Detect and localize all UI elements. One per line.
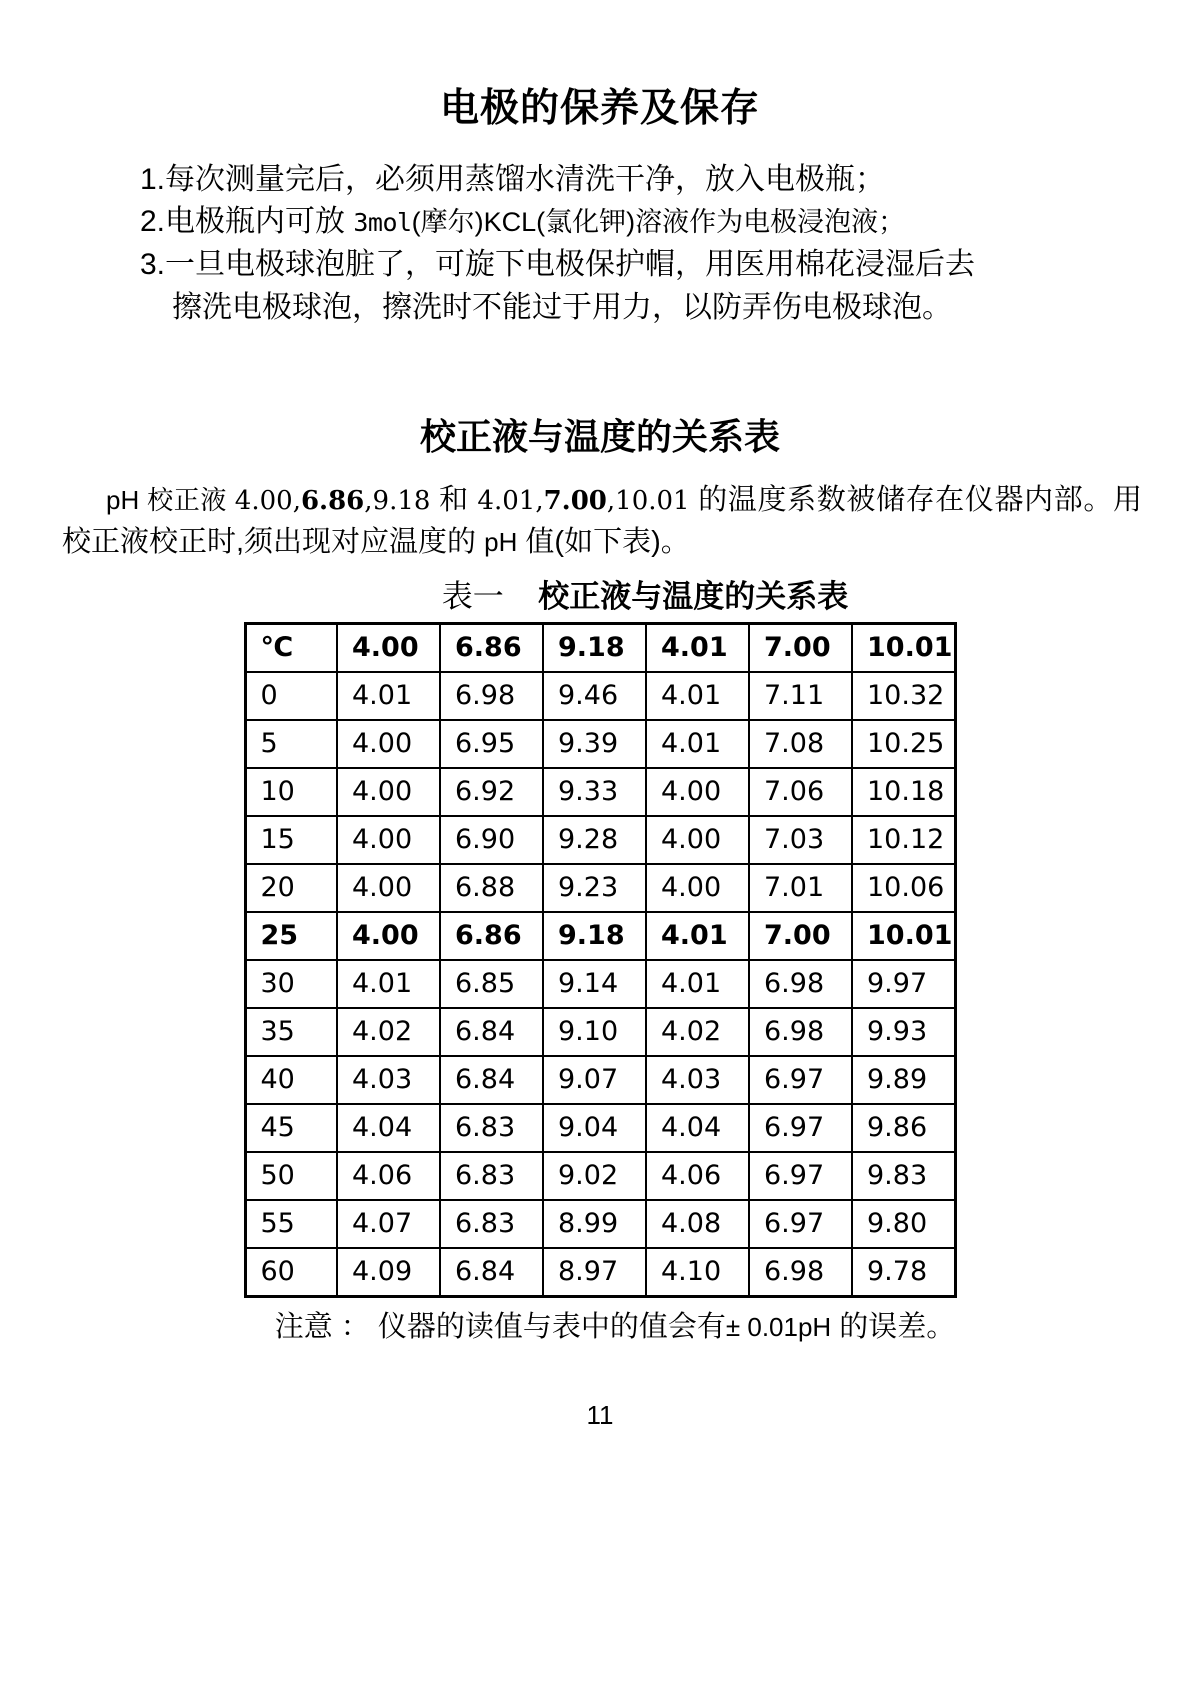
cell-ph-value: 4.00 [337,816,440,864]
table-caption [0,563,1200,616]
section1-heading: 电极的保养及保存 [439,87,760,130]
table-row [245,960,955,1008]
cell-ph-value: 9.02 [543,1152,646,1200]
table-row [245,864,955,912]
cell-ph-value: 8.99 [543,1200,646,1248]
cell-ph-value: 7.01 [749,864,852,912]
buffer-set2-third: ,10.01 [606,486,690,517]
table-caption-title: 校正液与温度的关系表 [538,578,849,614]
cell-temperature: 0 [245,672,337,720]
cell-ph-value: 6.84 [440,1248,543,1297]
cell-ph-value: 6.95 [440,720,543,768]
list-item [140,201,1070,244]
cell-temperature: 15 [245,816,337,864]
cell-ph-value: 7.06 [749,768,852,816]
table-row [245,1152,955,1200]
cell-temperature: 55 [245,1200,337,1248]
list-item-text-after: (摩尔)KCL(氯化钾)溶液作为电极浸泡液； [411,207,906,238]
cell-ph-value: 9.23 [543,864,646,912]
cell-ph-value: 9.80 [852,1200,955,1248]
paragraph-lead: pH 校正液 [106,485,235,516]
cell-ph-value: 7.03 [749,816,852,864]
cell-temperature: 40 [245,1056,337,1104]
cell-ph-value: 6.97 [749,1200,852,1248]
cell-temperature: 50 [245,1152,337,1200]
cell-ph-value: 4.10 [646,1248,749,1297]
cell-ph-value: 7.08 [749,720,852,768]
note-lead: 注意 ： 仪器的读值与表中的值会有 [274,1310,726,1343]
cell-ph-value: 6.97 [749,1152,852,1200]
cell-ph-value: 4.00 [337,720,440,768]
column-header-buffer: 10.01 [852,623,955,672]
list-item-number: 2. [140,205,166,239]
cell-ph-value: 9.86 [852,1104,955,1152]
cell-ph-value: 9.89 [852,1056,955,1104]
cell-ph-value: 6.83 [440,1104,543,1152]
cell-ph-value: 6.98 [440,672,543,720]
cell-ph-value: 4.07 [337,1200,440,1248]
cell-ph-value: 4.04 [337,1104,440,1152]
column-header-buffer: 4.01 [646,623,749,672]
page-number: 11 [586,1400,614,1430]
note-tolerance-value: ± 0.01pH [725,1311,832,1342]
table-row [245,912,955,960]
table-row [245,1200,955,1248]
table-caption-number: 表一 [441,578,504,614]
buffer-set2-first: 4.01, [477,486,544,517]
cell-ph-value: 8.97 [543,1248,646,1297]
cell-ph-value: 6.98 [749,1248,852,1297]
table-header-row [245,623,955,672]
list-item-text: 一旦电极球泡脏了，可旋下电极保护帽，用医用棉花浸湿后去 [165,247,976,281]
cell-ph-value: 6.97 [749,1104,852,1152]
list-item-number: 3. [140,247,166,281]
cell-temperature: 60 [245,1248,337,1297]
buffer-set1-third: ,9.18 [364,486,431,517]
cell-ph-value: 4.01 [646,720,749,768]
cell-ph-value: 9.14 [543,960,646,1008]
cell-ph-value: 4.01 [646,960,749,1008]
cell-temperature: 10 [245,768,337,816]
cell-ph-value: 10.32 [852,672,955,720]
cell-ph-value: 4.09 [337,1248,440,1297]
column-header-temperature: ℃ [245,623,337,672]
table-note [0,1298,1200,1345]
cell-ph-value: 4.01 [337,672,440,720]
cell-ph-value: 6.86 [440,912,543,960]
cell-ph-value: 7.11 [749,672,852,720]
cell-ph-value: 9.04 [543,1104,646,1152]
cell-ph-value: 6.83 [440,1152,543,1200]
cell-ph-value: 9.33 [543,768,646,816]
note-tail: 的误差。 [831,1310,956,1343]
cell-ph-value: 6.98 [749,1008,852,1056]
cell-ph-value: 10.18 [852,768,955,816]
table-row [245,1056,955,1104]
cell-ph-value: 6.92 [440,768,543,816]
cell-ph-value: 10.06 [852,864,955,912]
cell-ph-value: 4.01 [646,912,749,960]
buffer-set2-second: 7.00 [543,486,607,517]
cell-ph-value: 9.78 [852,1248,955,1297]
cell-ph-value: 9.18 [543,912,646,960]
cell-ph-value: 4.02 [337,1008,440,1056]
cell-ph-value: 4.00 [337,912,440,960]
cell-ph-value: 10.01 [852,912,955,960]
cell-ph-value: 4.06 [646,1152,749,1200]
table-row [245,1104,955,1152]
cell-ph-value: 10.12 [852,816,955,864]
list-item-text: 每次测量完后，必须用蒸馏水清洗干净，放入电极瓶； [165,162,886,196]
cell-ph-value: 9.07 [543,1056,646,1104]
cell-ph-value: 4.08 [646,1200,749,1248]
list-item-number: 1. [140,162,166,196]
cell-ph-value: 9.46 [543,672,646,720]
cell-ph-value: 4.00 [337,768,440,816]
cell-ph-value: 4.00 [646,816,749,864]
paragraph-conjunction: 和 [430,484,478,517]
list-item [140,159,1070,202]
buffer-set1-second: 6.86 [300,486,365,517]
cell-ph-value: 4.00 [646,864,749,912]
cell-ph-value: 6.88 [440,864,543,912]
cell-ph-value: 9.83 [852,1152,955,1200]
cell-ph-value: 6.98 [749,960,852,1008]
cell-temperature: 25 [245,912,337,960]
cell-ph-value: 10.25 [852,720,955,768]
cell-ph-value: 4.00 [337,864,440,912]
table-row [245,768,955,816]
cell-ph-value: 6.97 [749,1056,852,1104]
table-row [245,1248,955,1297]
cell-temperature: 45 [245,1104,337,1152]
cell-ph-value: 6.84 [440,1056,543,1104]
ph-temperature-table-wrapper [0,616,1200,1298]
cell-ph-value: 6.90 [440,816,543,864]
list-item-quantity: 3mol [353,208,412,238]
cell-ph-value: 4.03 [646,1056,749,1104]
maintenance-instruction-list [0,133,1200,329]
column-header-buffer: 4.00 [337,623,440,672]
ph-label: pH [484,526,518,557]
paragraph-tail-second: 值(如下表)。 [517,525,690,558]
section2-paragraph [0,458,1200,562]
cell-temperature: 30 [245,960,337,1008]
section2-heading: 校正液与温度的关系表 [419,416,780,458]
table-row [245,1008,955,1056]
cell-ph-value: 9.93 [852,1008,955,1056]
cell-ph-value: 4.02 [646,1008,749,1056]
cell-temperature: 5 [245,720,337,768]
cell-ph-value: 4.01 [646,672,749,720]
list-item-continuation: 擦洗电极球泡，擦洗时不能过于用力，以防弄伤电极球泡。 [172,290,952,324]
cell-temperature: 20 [245,864,337,912]
cell-temperature: 35 [245,1008,337,1056]
column-header-buffer: 6.86 [440,623,543,672]
list-item-text-before: 电极瓶内可放 [165,205,354,239]
cell-ph-value: 6.85 [440,960,543,1008]
list-item [140,244,1070,329]
cell-ph-value: 4.06 [337,1152,440,1200]
column-header-buffer: 7.00 [749,623,852,672]
cell-ph-value: 9.97 [852,960,955,1008]
cell-ph-value: 9.39 [543,720,646,768]
table-row [245,720,955,768]
cell-ph-value: 9.28 [543,816,646,864]
table-row [245,672,955,720]
table-row [245,816,955,864]
ph-temperature-table [244,622,957,1298]
cell-ph-value: 4.01 [337,960,440,1008]
cell-ph-value: 7.00 [749,912,852,960]
buffer-set1-first: 4.00, [234,486,301,517]
cell-ph-value: 4.03 [337,1056,440,1104]
column-header-buffer: 9.18 [543,623,646,672]
cell-ph-value: 4.00 [646,768,749,816]
cell-ph-value: 4.04 [646,1104,749,1152]
cell-ph-value: 6.84 [440,1008,543,1056]
paragraph-tail-first: 的温度系数被储存在仪器内部。用校正液校正时,须出现对应温度的 [62,484,1142,558]
cell-ph-value: 9.10 [543,1008,646,1056]
cell-ph-value: 6.83 [440,1200,543,1248]
